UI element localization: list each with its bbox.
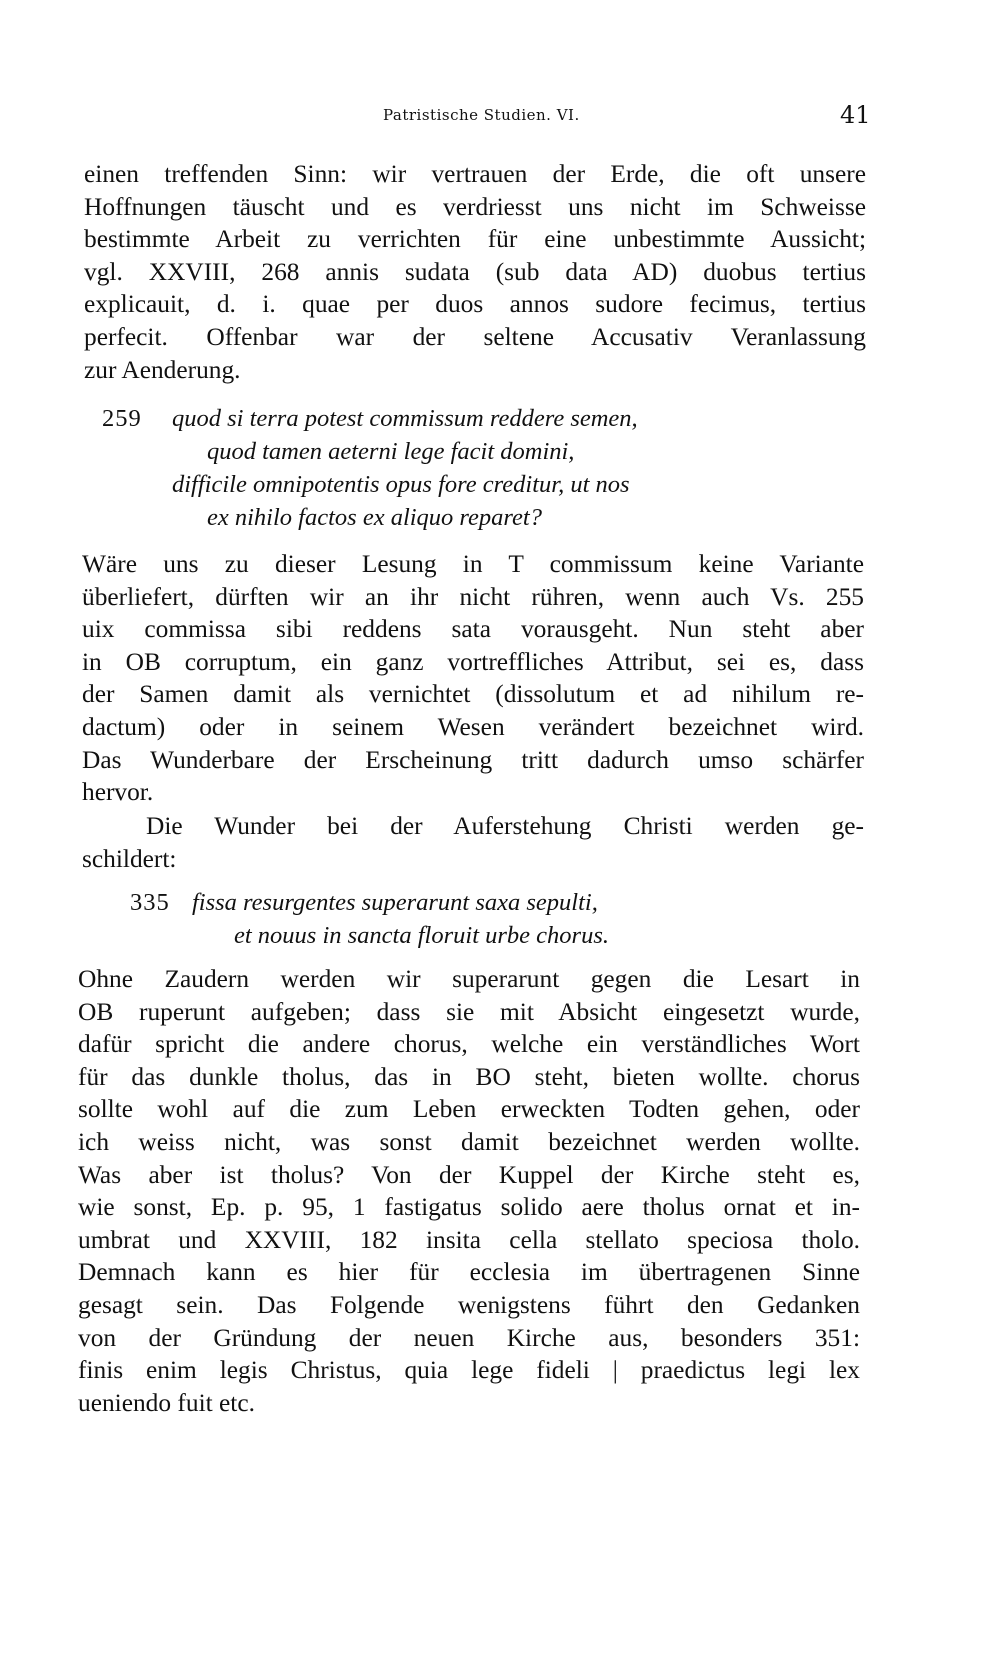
text-line: explicauit, d. i. quae per duos annos sudore fecimus, tertius bbox=[84, 290, 866, 319]
text-line: ich weiss nicht, was sonst damit bezeichnet werden wollte. bbox=[78, 1127, 860, 1156]
text-line: überliefert, dürften wir an ihr nicht rühren, wenn auch Vs. 255 bbox=[82, 582, 864, 611]
verse-line: quod tamen aeterni lege facit domini, bbox=[207, 438, 575, 465]
text-line: zur Aenderung. bbox=[84, 355, 241, 384]
text-line: Demnach kann es hier für ecclesia im übertragenen Sinne bbox=[78, 1258, 860, 1287]
text-line: vgl. XXVIII, 268 annis sudata (sub data AD) duobus tertius bbox=[84, 257, 866, 286]
text-line: Wäre uns zu dieser Lesung in T commissum keine Variante bbox=[82, 550, 864, 578]
verse-block-335 bbox=[130, 886, 609, 952]
verse-line: et nouus in sancta floruit urbe chorus. bbox=[234, 922, 609, 949]
text-line: uix commissa sibi reddens sata vorausgeht. Nun steht aber bbox=[82, 615, 864, 644]
text-line: dactum) oder in seinem Wesen verändert bezeichnet wird. bbox=[82, 712, 864, 741]
text-line: OB ruperunt aufgeben; dass sie mit Absicht eingesetzt wurde, bbox=[78, 997, 860, 1026]
text-line: Ohne Zaudern werden wir superarunt gegen die Lesart in bbox=[78, 965, 860, 993]
paragraph-3 bbox=[82, 810, 864, 875]
verse-line bbox=[102, 402, 638, 435]
verse-line bbox=[130, 886, 609, 919]
text-line: der Samen damit als vernichtet (dissolutum et ad nihilum re- bbox=[82, 680, 864, 709]
text-line: von der Gründung der neuen Kirche aus, besonders 351: bbox=[78, 1323, 860, 1352]
verse-text: fissa resurgentes superarunt saxa sepulti, bbox=[192, 889, 598, 916]
text-line: Was aber ist tholus? Von der Kuppel der Kirche steht es, bbox=[78, 1160, 860, 1189]
text-line: Hoffnungen täuscht und es verdriesst uns nicht im Schweisse bbox=[84, 192, 866, 221]
text-line: sollte wohl auf die zum Leben erweckten Todten gehen, oder bbox=[78, 1095, 860, 1124]
text-line: Das Wunderbare der Erscheinung tritt dadurch umso schärfer bbox=[82, 745, 864, 774]
paragraph-4 bbox=[78, 963, 860, 1419]
verse-line: difficile omnipotentis opus fore creditur, ut nos bbox=[172, 471, 630, 498]
text-line: wie sonst, Ep. p. 95, 1 fastigatus solido aere tholus ornat et in- bbox=[78, 1193, 860, 1222]
verse-number: 259 bbox=[102, 405, 142, 432]
verse-block-259 bbox=[102, 402, 638, 534]
text-line: schildert: bbox=[82, 844, 177, 873]
running-head: Patristische Studien. VI. bbox=[383, 106, 580, 124]
text-line: dafür spricht die andere chorus, welche ein verständliches Wort bbox=[78, 1030, 860, 1059]
paragraph-2 bbox=[82, 548, 864, 809]
text-line: hervor. bbox=[82, 778, 154, 807]
text-line: in OB corruptum, ein ganz vortreffliches Attribut, sei es, dass bbox=[82, 647, 864, 676]
text-line: gesagt sein. Das Folgende wenigstens führt den Gedanken bbox=[78, 1290, 860, 1319]
text-line: ueniendo fuit etc. bbox=[78, 1388, 255, 1417]
text-line: perfecit. Offenbar war der seltene Accusativ Veranlassung bbox=[84, 322, 866, 351]
text-line: für das dunkle tholus, das in BO steht, bieten wollte. chorus bbox=[78, 1062, 860, 1091]
paragraph-1 bbox=[84, 158, 866, 386]
text-line: Die Wunder bei der Auferstehung Christi werden ge- bbox=[146, 812, 864, 840]
text-line: bestimmte Arbeit zu verrichten für eine unbestimmte Aussicht; bbox=[84, 225, 866, 254]
verse-line: ex nihilo factos ex aliquo reparet? bbox=[207, 504, 542, 531]
text-line: finis enim legis Christus, quia lege fideli | praedictus legi lex bbox=[78, 1356, 860, 1385]
page-number: 41 bbox=[840, 101, 871, 129]
verse-number: 335 bbox=[130, 889, 170, 916]
verse-text: quod si terra potest commissum reddere semen, bbox=[172, 405, 638, 432]
text-line: einen treffenden Sinn: wir vertrauen der Erde, die oft unsere bbox=[84, 160, 866, 188]
text-line: umbrat und XXVIII, 182 insita cella stellato speciosa tholo. bbox=[78, 1225, 860, 1254]
